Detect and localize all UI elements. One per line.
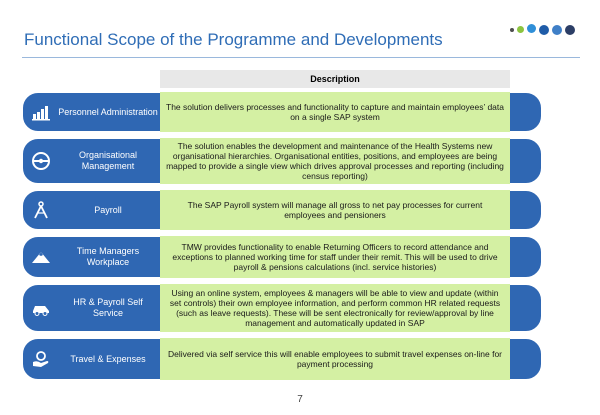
decorative-dots xyxy=(510,22,580,38)
row-description: TMW provides functionality to enable Returning Officers to record attendance and exceptions to planned working time for staff under their remit. This will be used to drive payroll & pensions calculations (incl. service histories) xyxy=(160,236,510,278)
car-icon xyxy=(30,297,52,319)
dot xyxy=(552,25,562,35)
row-description: The SAP Payroll system will manage all gross to net pay processes for current employees and pensioners xyxy=(160,190,510,230)
description-header: Description xyxy=(160,70,510,88)
row-label: Organisational Management xyxy=(78,150,138,171)
row-description: The solution delivers processes and functionality to capture and maintain employees’ data on a single SAP system xyxy=(160,92,510,132)
dot xyxy=(510,28,514,32)
scope-row-personnel-administration xyxy=(22,92,542,132)
row-description: The solution enables the development and maintenance of the Health Systems new organisational hierarchies. Organisational entities, positions, and employees are being mapped to provide a single view which drives approval processes and reporting (including census reporting) xyxy=(160,138,510,184)
dot xyxy=(527,24,536,33)
scope-row-travel-expenses xyxy=(22,338,542,380)
compass-icon xyxy=(30,199,52,221)
scope-row-organisational-management xyxy=(22,138,542,184)
row-description: Using an online system, employees & managers will be able to view and update (within set controls) their own employee information, and perform common HR related requests (such as leave requests). These will be sent electronically for review/approval by line management and automatically updated in SAP xyxy=(160,284,510,332)
mountain-icon xyxy=(30,246,52,268)
title-divider xyxy=(22,57,580,58)
slide-title: Functional Scope of the Programme and Developments xyxy=(24,30,443,49)
coins-hand-icon xyxy=(30,348,52,370)
dot xyxy=(539,25,549,35)
steering-wheel-icon xyxy=(30,150,52,172)
scope-row-time-managers-workplace xyxy=(22,236,542,278)
row-label: Personnel Administration xyxy=(58,106,158,117)
dot xyxy=(565,25,575,35)
page-number: 7 xyxy=(297,394,303,405)
row-label: HR & Payroll Self Service xyxy=(73,297,143,318)
dot xyxy=(517,26,524,33)
row-label: Time Managers Workplace xyxy=(76,246,140,267)
row-description: Delivered via self service this will enable employees to submit travel expenses on-line for payment processing xyxy=(160,338,510,380)
scope-row-payroll xyxy=(22,190,542,230)
row-label: Payroll xyxy=(94,204,122,215)
row-label: Travel & Expenses xyxy=(70,353,146,364)
scope-row-hr-payroll-self-service xyxy=(22,284,542,332)
bar-chart-icon xyxy=(30,101,52,123)
